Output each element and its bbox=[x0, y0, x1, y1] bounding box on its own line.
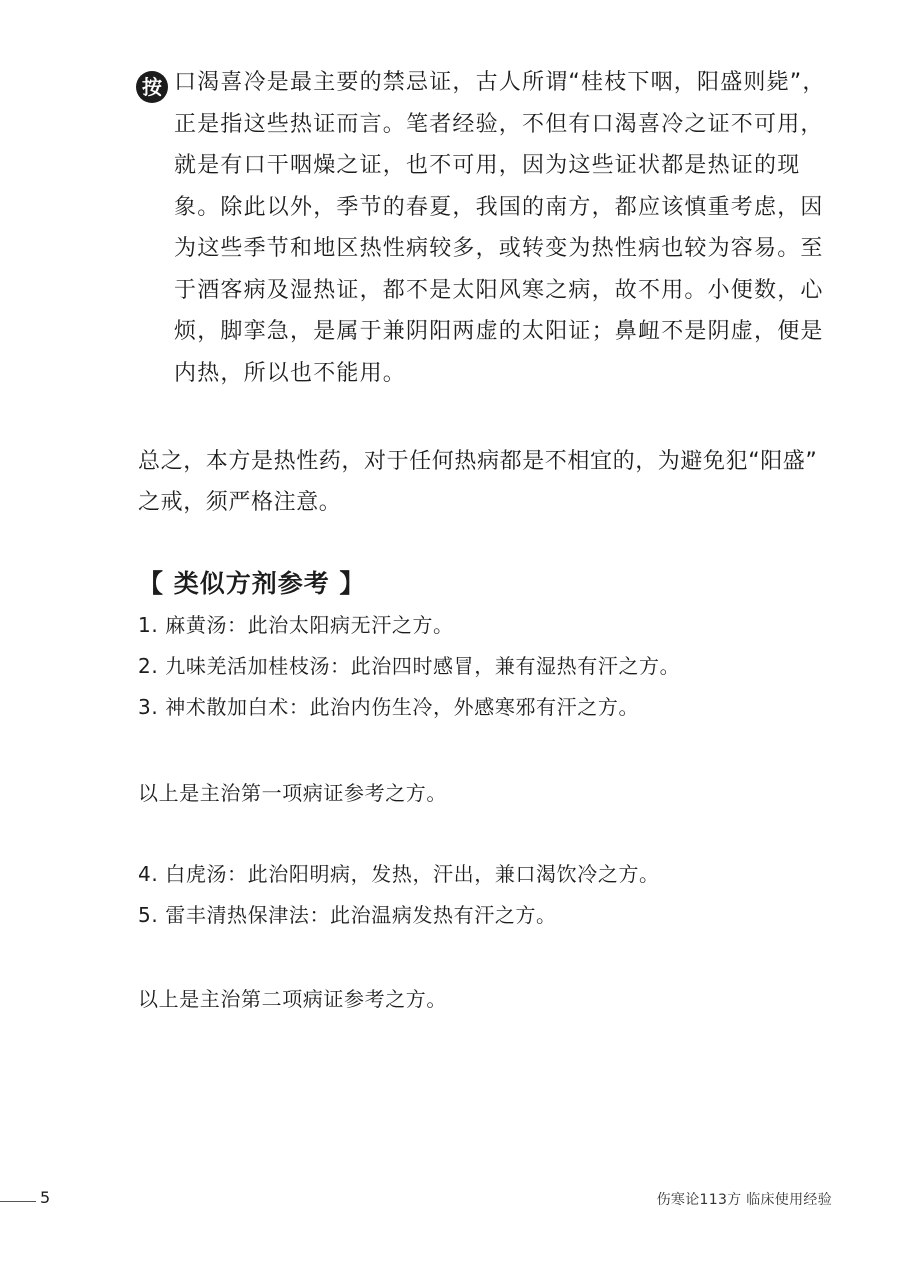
running-title: 伤寒论113方 临床使用经验 bbox=[656, 1192, 832, 1208]
footer-rule bbox=[0, 1201, 36, 1202]
commentary-text: 口渴喜冷是最主要的禁忌证，古人所谓“桂枝下咽，阳盛则毙”，正是指这些热证而言。笔者经验，不但有口渴喜冷之证不可用，就是有口干咽燥之证，也不可用，因为这些证状都是热证的现象。除此以外，季节的春夏，我国的南方，都应该慎重考虑，因为这些季节和地区热性病较多，或转变为热性病也较为容易。至于酒客病及湿热证，都不是太阳风寒之病，故不用。小便数，心烦，脚挛急，是属于兼阴阳两虚的太阳证；鼻衄不是阴虚，便是内热，所以也不能用。 bbox=[174, 70, 826, 386]
formula-list-group-two bbox=[138, 854, 858, 936]
group-two-conclusion: 以上是主治第二项病证参考之方。 bbox=[138, 987, 447, 1011]
formula-item: 2. 九味羌活加桂枝汤：此治四时感冒，兼有湿热有汗之方。 bbox=[138, 654, 681, 678]
formula-list-group-one bbox=[138, 605, 858, 728]
commentary-note bbox=[134, 62, 834, 394]
formula-item: 3. 神术散加白术：此治内伤生冷，外感寒邪有汗之方。 bbox=[138, 695, 640, 719]
section-heading: 【 类似方剂参考 】 bbox=[138, 569, 366, 598]
summary-paragraph: 总之，本方是热性药，对于任何热病都是不相宜的，为避免犯“阳盛” 之戒，须严格注意。 bbox=[138, 449, 818, 515]
formula-item: 1. 麻黄汤：此治太阳病无汗之方。 bbox=[138, 613, 454, 637]
group-one-conclusion: 以上是主治第一项病证参考之方。 bbox=[138, 781, 447, 805]
page-number: 5 bbox=[40, 1188, 51, 1207]
commentary-badge: 按 bbox=[136, 71, 168, 103]
formula-item: 5. 雷丰清热保津法：此治温病发热有汗之方。 bbox=[138, 903, 557, 927]
formula-item: 4. 白虎汤：此治阳明病，发热，汗出，兼口渴饮冷之方。 bbox=[138, 862, 660, 886]
